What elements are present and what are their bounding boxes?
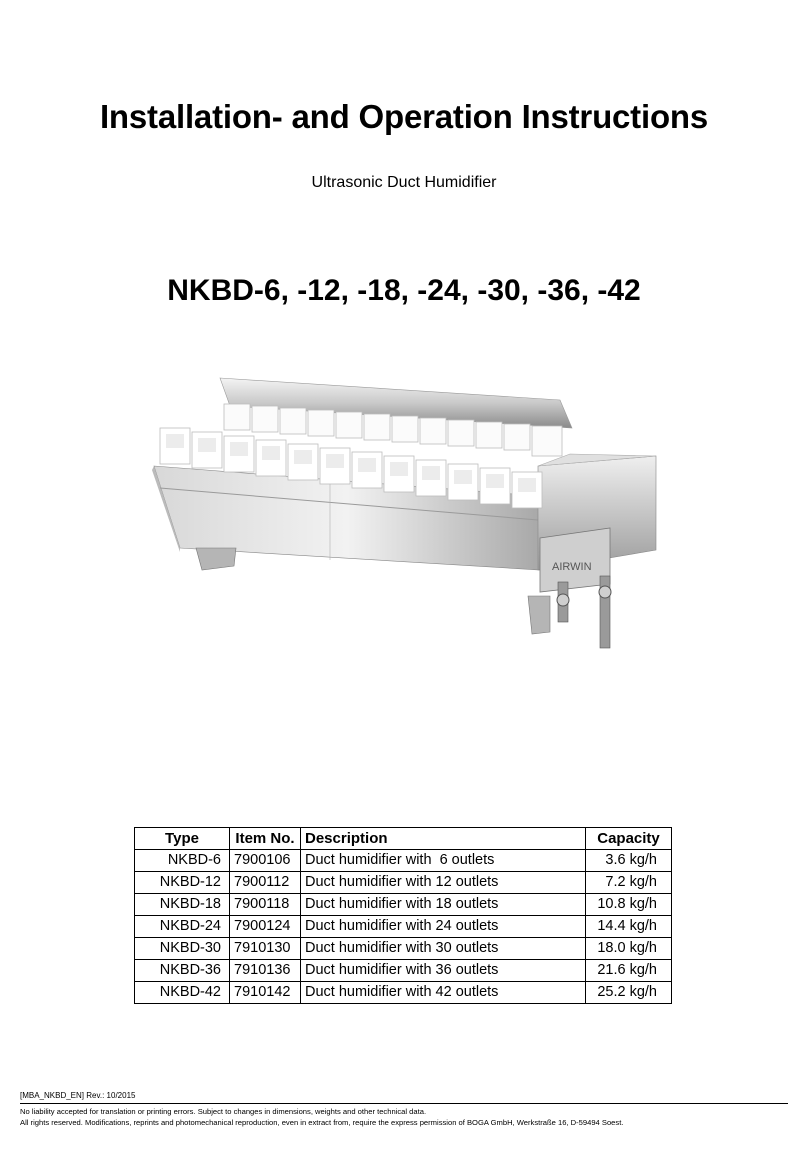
cell-capacity: 18.0 kg/h xyxy=(586,938,672,960)
cell-description: Duct humidifier with 6 outlets xyxy=(301,850,586,872)
cell-type: NKBD-18 xyxy=(135,894,230,916)
cell-item-no: 7900124 xyxy=(230,916,301,938)
col-header-type: Type xyxy=(135,828,230,850)
table-row xyxy=(135,960,672,982)
cell-description: Duct humidifier with 42 outlets xyxy=(301,982,586,1004)
table-row xyxy=(135,916,672,938)
cell-type: NKBD-30 xyxy=(135,938,230,960)
table-row xyxy=(135,850,672,872)
cell-item-no: 7910130 xyxy=(230,938,301,960)
cell-description: Duct humidifier with 18 outlets xyxy=(301,894,586,916)
cell-item-no: 7900106 xyxy=(230,850,301,872)
document-subtitle: Ultrasonic Duct Humidifier xyxy=(311,174,497,191)
table-row xyxy=(135,872,672,894)
disclaimer-line-1: No liability accepted for translation or printing errors. Subject to changes in dimensions, weights and other technical data. xyxy=(20,1107,427,1116)
revision-note: [MBA_NKBD_EN] Rev.: 10/2015 xyxy=(20,1091,136,1100)
cell-type: NKBD-24 xyxy=(135,916,230,938)
table-row xyxy=(135,894,672,916)
cell-item-no: 7900118 xyxy=(230,894,301,916)
cell-type: NKBD-36 xyxy=(135,960,230,982)
models-heading: NKBD-6, -12, -18, -24, -30, -36, -42 xyxy=(167,274,641,307)
table-row xyxy=(135,938,672,960)
cell-capacity: 25.2 kg/h xyxy=(586,982,672,1004)
cell-item-no: 7910142 xyxy=(230,982,301,1004)
cell-description: Duct humidifier with 24 outlets xyxy=(301,916,586,938)
cell-description: Duct humidifier with 30 outlets xyxy=(301,938,586,960)
cell-capacity: 10.8 kg/h xyxy=(586,894,672,916)
cell-type: NKBD-12 xyxy=(135,872,230,894)
cell-description: Duct humidifier with 12 outlets xyxy=(301,872,586,894)
cell-capacity: 14.4 kg/h xyxy=(586,916,672,938)
disclaimer-line-2: All rights reserved. Modifications, reprints and photomechanical reproduction, even in extract from, require the express permission of BOGA GmbH, Werkstraße 16, D-59494 Soest. xyxy=(20,1118,624,1127)
cell-item-no: 7900112 xyxy=(230,872,301,894)
cell-description: Duct humidifier with 36 outlets xyxy=(301,960,586,982)
table-header-row xyxy=(135,828,672,850)
table-row xyxy=(135,982,672,1004)
footer-divider xyxy=(20,1103,788,1104)
cell-type: NKBD-42 xyxy=(135,982,230,1004)
product-brand-label: AIRWIN xyxy=(552,561,592,573)
col-header-description: Description xyxy=(301,828,586,850)
spec-table xyxy=(134,827,672,1004)
cell-capacity: 7.2 kg/h xyxy=(586,872,672,894)
col-header-item-no: Item No. xyxy=(230,828,301,850)
cell-capacity: 21.6 kg/h xyxy=(586,960,672,982)
footer-disclaimer xyxy=(20,1106,623,1128)
cell-type: NKBD-6 xyxy=(135,850,230,872)
document-title: Installation- and Operation Instructions xyxy=(99,98,709,135)
cell-capacity: 3.6 kg/h xyxy=(586,850,672,872)
product-photo xyxy=(140,370,680,660)
cell-item-no: 7910136 xyxy=(230,960,301,982)
col-header-capacity: Capacity xyxy=(586,828,672,850)
